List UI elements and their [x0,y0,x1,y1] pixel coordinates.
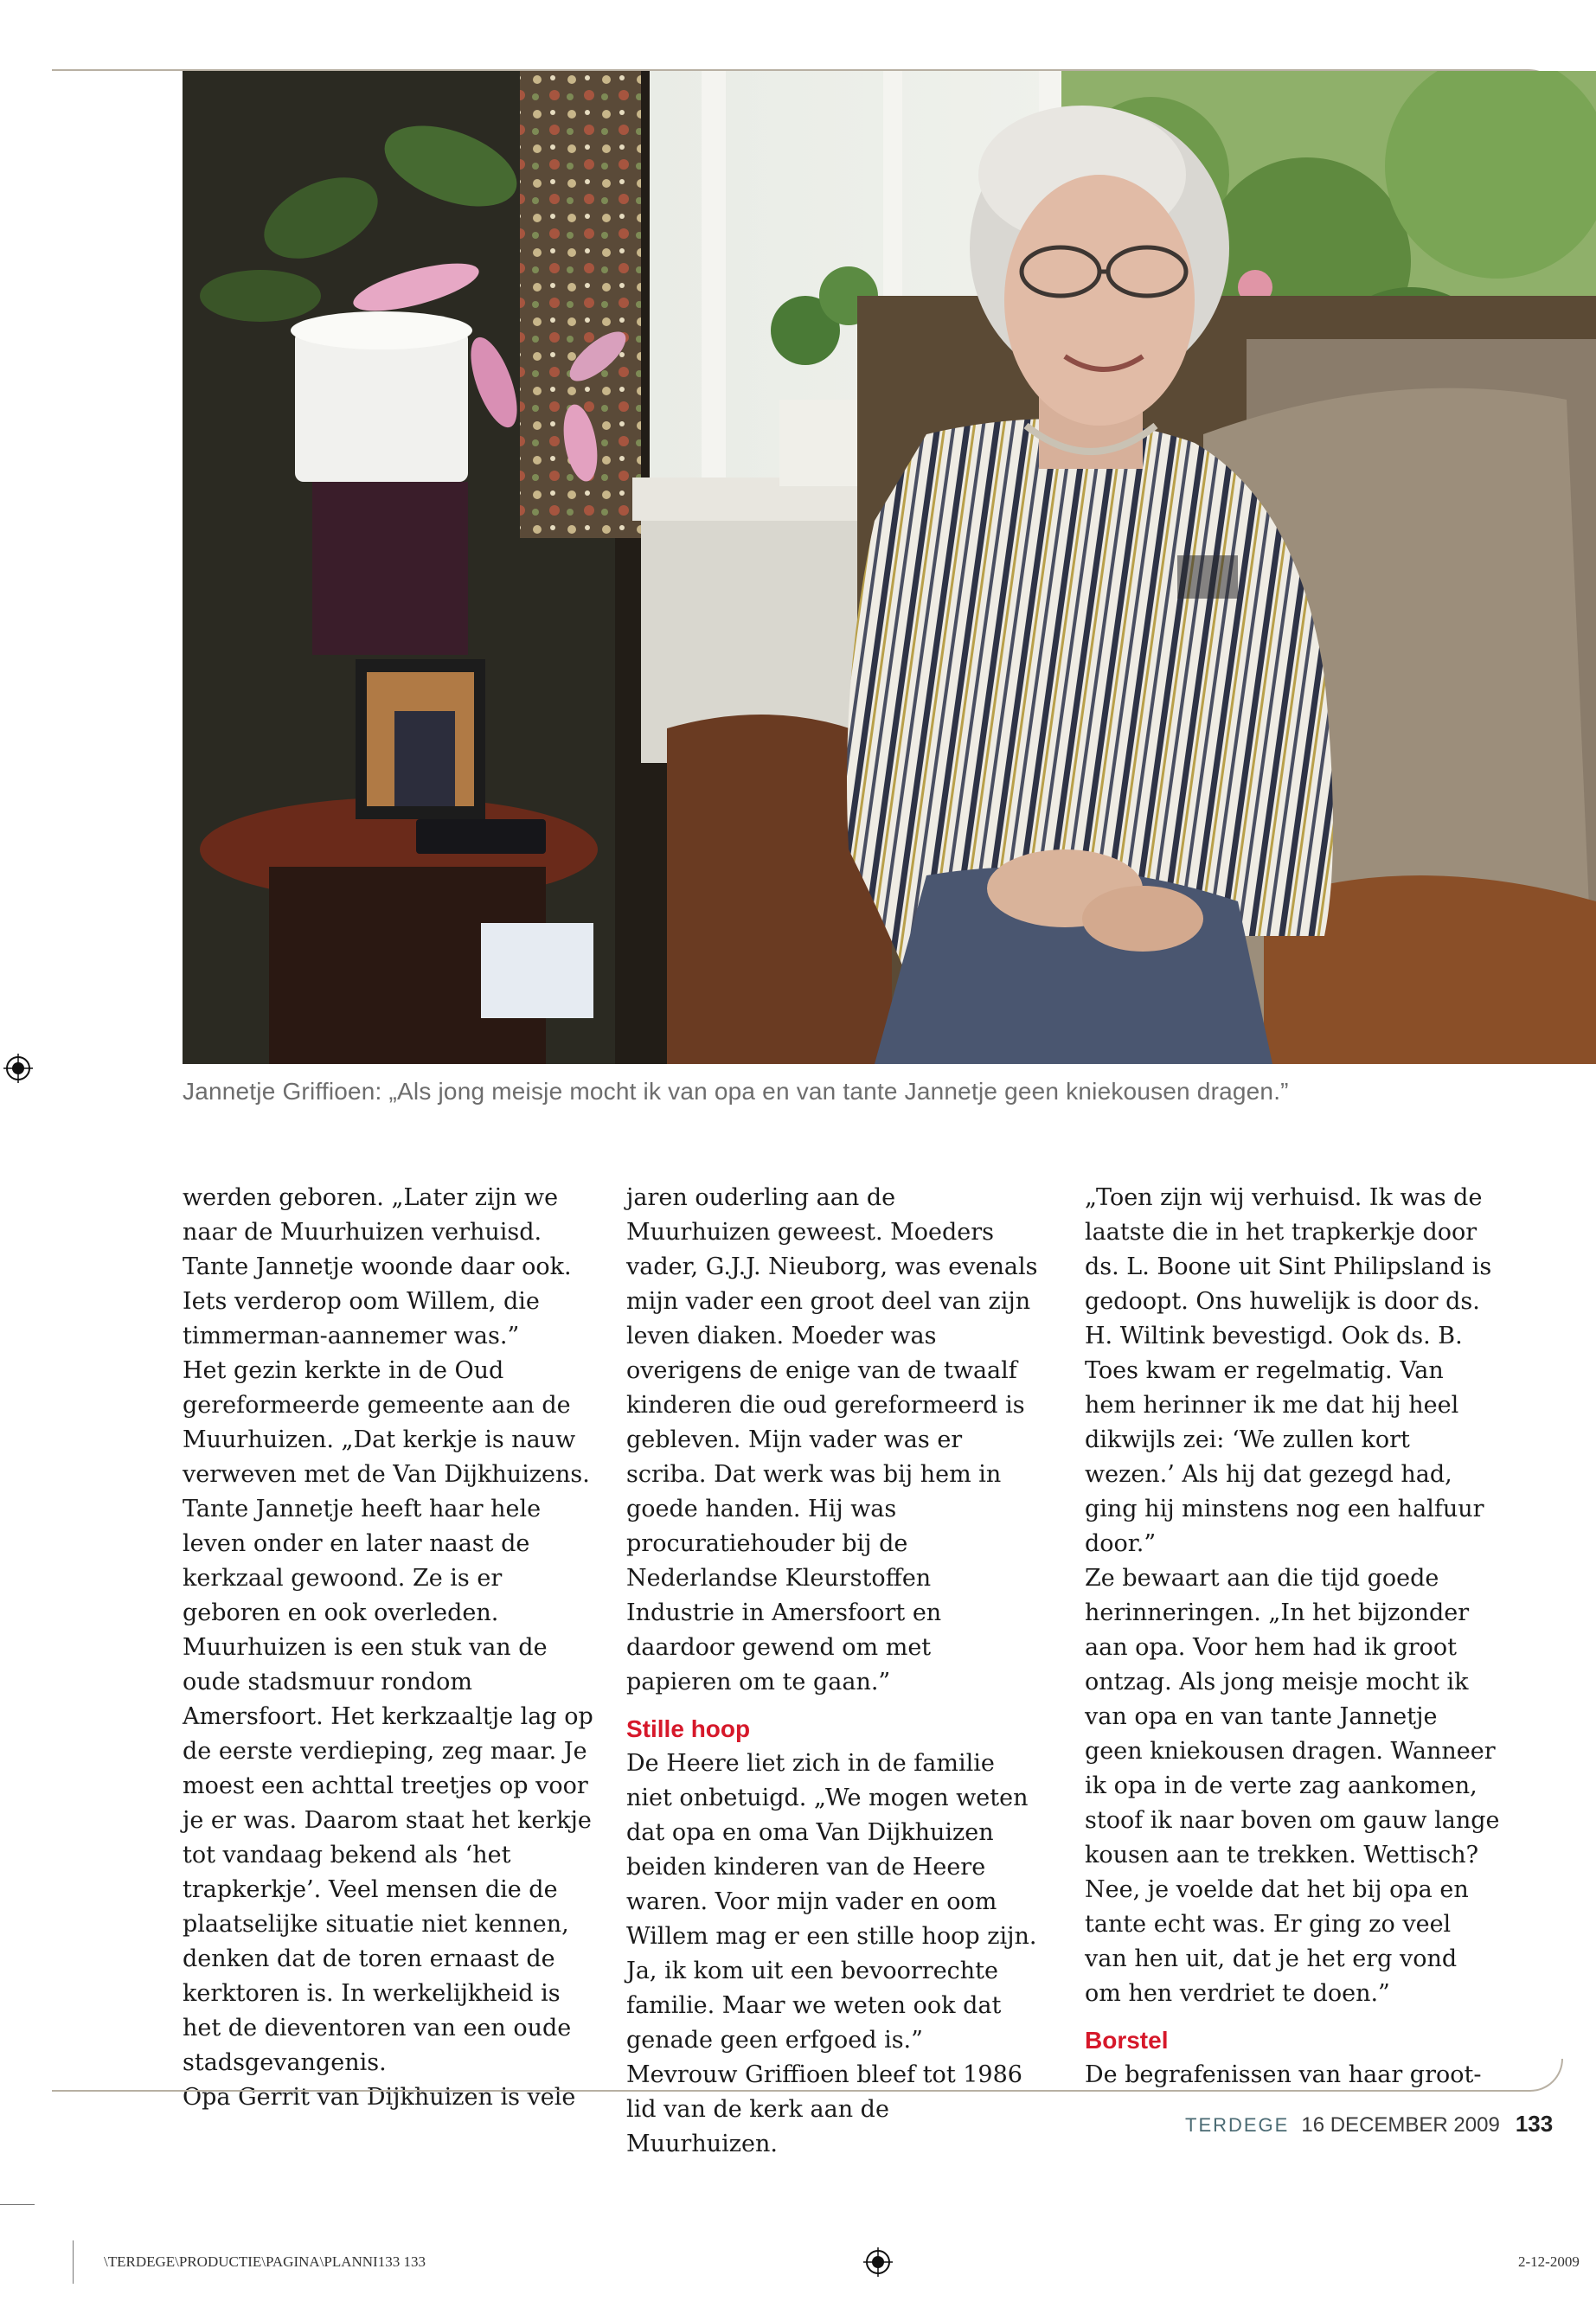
photo-caption: Jannetje Griffioen: „Als jong meisje mocht ik van opa en van tante Jannetje geen kniekousen dragen.” [183,1078,1289,1105]
paragraph: De Heere liet zich in de familie niet onbetuigd. „We mogen weten dat opa en oma Van Dijkhuizen beiden kinderen van de Heere waren. Voor mijn vader en oom Willem mag er een stille hoop zijn. Ja, ik kom uit een bevoorrechte familie. Maar we weten ook dat genade geen erfgoed is.” [626,1750,1037,2054]
paragraph: Mevrouw Griffioen bleef tot 1986 lid van de kerk aan de Muurhuizen. [626,2061,1022,2157]
paragraph: Opa Gerrit van Dijkhuizen is vele [183,2084,576,2111]
page-number: 133 [1515,2111,1554,2137]
registration-mark-icon [3,1054,33,1083]
page-footer [1185,2111,1596,2138]
issue-date: 16 DECEMBER 2009 [1301,2113,1500,2137]
crop-mark [73,2240,74,2284]
paragraph: Het gezin kerkte in de Oud gereformeerde gemeente aan de Muurhuizen. „Dat kerkje is nauw verweven met de Van Dijkhuizens. Tante Jannetje heeft haar hele leven onder en later naast de kerkzaal gewoond. Ze is er geboren en ook overleden. Muurhuizen is een stuk van de oude stadsmuur rondom Amersfoort. Het kerkzaaltje lag op de eerste verdieping, zeg maar. Je moest een achttal treetjes op voor je er was. Daarom staat het kerkje tot vandaag bekend als ‘het trapkerkje’. Veel mensen die de plaatselijke situatie niet kennen, denken dat de toren ernaast de kerktoren is. In werkelijkheid is het de dieventoren van een oude stadsgevangenis. [183,1357,593,2076]
subheading-stille-hoop: Stille hoop [626,1715,751,1742]
paragraph: werden geboren. „Later zijn we naar de Muurhuizen verhuisd. Tante Jannetje woonde daar ook. Iets verderop oom Willem, die timmerman-aannemer was.” [183,1184,572,1349]
portrait-photo [183,71,1596,1064]
text-column-1 [183,1181,598,2115]
registration-mark-icon [863,2247,893,2277]
paragraph: De begrafenissen van haar groot- [1085,2061,1482,2088]
bottom-trim-line [52,2059,1563,2092]
paragraph: „Toen zijn wij verhuisd. Ik was de laatste die in het trapkerkje door ds. L. Boone uit Sint Philipsland is gedoopt. Ons huwelijk is door ds. H. Wiltink bevestigd. Ook ds. B. Toes kwam er regelmatig. Van hem herinner ik me dat hij heel dikwijls zei: ‘We zullen kort wezen.’ Als hij dat gezegd had, ging hij minstens nog een halfuur door.” [1085,1184,1492,1557]
crop-mark [0,2204,35,2205]
print-slug-path: \TERDEGE\PRODUCTIE\PAGINA\PLANNI133 133 [104,2253,426,2270]
paragraph: Ze bewaart aan die tijd goede herinneringen. „In het bijzonder aan opa. Voor hem had ik groot ontzag. Als jong meisje mocht ik van opa en van tante Jannetje geen kniekousen dragen. Wanneer ik opa in de verte zag aankomen, stoof ik naar boven om gauw lange kousen aan te trekken. Wettisch? Nee, je voelde dat het bij opa en tante echt was. Er ging zo veel van hen uit, dat je het erg vond om hen verdriet te doen.” [1085,1565,1500,2007]
magazine-name: TERDEGE [1185,2114,1290,2136]
text-column-3 [1085,1181,1500,2093]
paragraph: jaren ouderling aan de Muurhuizen geweest. Moeders vader, G.J.J. Nieuborg, was evenals mijn vader een groot deel van zijn leven diaken. Moeder was overigens de enige van de twaalf kinderen die oud gereformeerd is gebleven. Mijn vader was er scriba. Dat werk was bij hem in goede handen. Hij was procuratiehouder bij de Nederlandse Kleurstoffen Industrie in Amersfoort en daardoor gewend om met papieren om te gaan.” [626,1184,1038,1695]
print-slug-date: 2-12-2009 [1518,2253,1580,2270]
subheading-borstel: Borstel [1085,2027,1169,2054]
text-column-2 [626,1181,1042,2162]
